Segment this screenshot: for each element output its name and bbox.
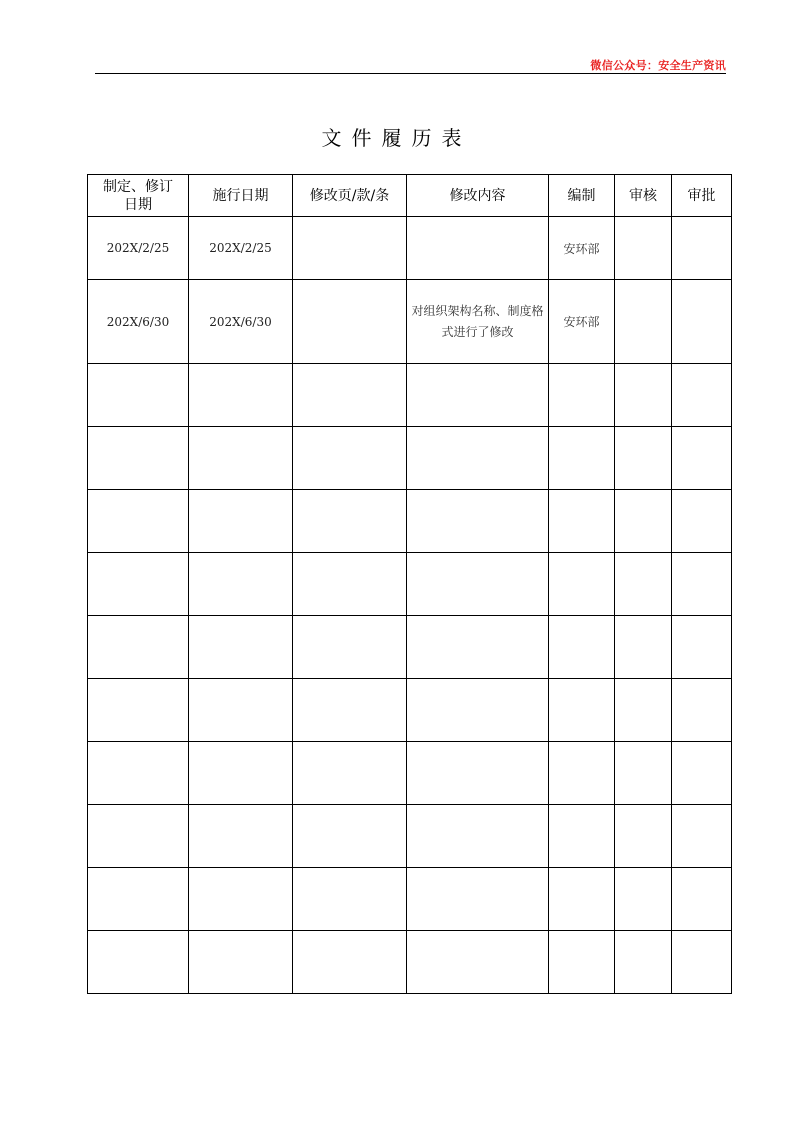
table-row xyxy=(88,931,732,994)
revision-date-cell xyxy=(88,490,189,553)
review-cell xyxy=(615,490,672,553)
revision-date-cell xyxy=(88,805,189,868)
effective-date-cell xyxy=(189,616,293,679)
approve-cell xyxy=(672,679,732,742)
section-cell xyxy=(293,616,407,679)
review-cell xyxy=(615,217,672,280)
content-cell xyxy=(407,931,549,994)
content-cell: 对组织架构名称、制度格式进行了修改 xyxy=(407,280,549,364)
revision-date-cell: 202X/2/25 xyxy=(88,217,189,280)
column-header-revision-date xyxy=(88,175,189,217)
author-cell xyxy=(549,868,615,931)
author-cell xyxy=(549,805,615,868)
effective-date-cell: 202X/6/30 xyxy=(189,280,293,364)
approve-cell xyxy=(672,427,732,490)
revision-date-cell xyxy=(88,364,189,427)
revision-date-cell xyxy=(88,742,189,805)
section-cell xyxy=(293,679,407,742)
revision-date-cell xyxy=(88,679,189,742)
effective-date-cell xyxy=(189,364,293,427)
content-cell xyxy=(407,868,549,931)
review-cell xyxy=(615,427,672,490)
document-title: 文件履历表 xyxy=(321,126,472,150)
revision-date-cell xyxy=(88,616,189,679)
review-cell xyxy=(615,364,672,427)
section-cell xyxy=(293,490,407,553)
column-header-content: 修改内容 xyxy=(407,175,549,217)
effective-date-cell: 202X/2/25 xyxy=(189,217,293,280)
review-cell xyxy=(615,931,672,994)
approve-cell xyxy=(672,490,732,553)
table-row xyxy=(88,364,732,427)
author-cell xyxy=(549,931,615,994)
table-row xyxy=(88,490,732,553)
section-cell xyxy=(293,931,407,994)
effective-date-cell xyxy=(189,553,293,616)
approve-cell xyxy=(672,805,732,868)
content-cell xyxy=(407,742,549,805)
section-cell xyxy=(293,364,407,427)
review-cell xyxy=(615,553,672,616)
approve-cell xyxy=(672,616,732,679)
review-cell xyxy=(615,868,672,931)
author-cell xyxy=(549,427,615,490)
section-cell xyxy=(293,742,407,805)
table-row xyxy=(88,868,732,931)
revision-date-cell xyxy=(88,868,189,931)
revision-date-cell xyxy=(88,553,189,616)
table-row xyxy=(88,217,732,280)
author-cell xyxy=(549,553,615,616)
table-row xyxy=(88,280,732,364)
author-cell xyxy=(549,616,615,679)
approve-cell xyxy=(672,217,732,280)
section-cell xyxy=(293,217,407,280)
header-line-2: 日期 xyxy=(124,196,152,213)
revision-date-cell: 202X/6/30 xyxy=(88,280,189,364)
review-cell xyxy=(615,616,672,679)
content-cell xyxy=(407,217,549,280)
content-cell xyxy=(407,805,549,868)
section-cell xyxy=(293,427,407,490)
effective-date-cell xyxy=(189,742,293,805)
table-row xyxy=(88,553,732,616)
table-row xyxy=(88,616,732,679)
column-header-approve: 审批 xyxy=(672,175,732,217)
header-watermark: 微信公众号：安全生产资讯 xyxy=(590,59,726,72)
review-cell xyxy=(615,742,672,805)
column-header-effective-date: 施行日期 xyxy=(189,175,293,217)
author-cell xyxy=(549,490,615,553)
effective-date-cell xyxy=(189,679,293,742)
effective-date-cell xyxy=(189,805,293,868)
approve-cell xyxy=(672,280,732,364)
effective-date-cell xyxy=(189,868,293,931)
content-cell xyxy=(407,490,549,553)
effective-date-cell xyxy=(189,427,293,490)
content-cell xyxy=(407,553,549,616)
approve-cell xyxy=(672,364,732,427)
content-cell xyxy=(407,364,549,427)
author-cell xyxy=(549,679,615,742)
content-cell xyxy=(407,427,549,490)
revision-date-cell xyxy=(88,427,189,490)
approve-cell xyxy=(672,553,732,616)
column-header-section: 修改页/款/条 xyxy=(293,175,407,217)
table-row xyxy=(88,805,732,868)
author-cell: 安环部 xyxy=(549,217,615,280)
review-cell xyxy=(615,280,672,364)
section-cell xyxy=(293,280,407,364)
approve-cell xyxy=(672,931,732,994)
author-cell xyxy=(549,364,615,427)
author-cell xyxy=(549,742,615,805)
header-line-1: 制定、修订 xyxy=(103,178,173,195)
author-cell: 安环部 xyxy=(549,280,615,364)
content-cell xyxy=(407,616,549,679)
review-cell xyxy=(615,679,672,742)
column-header-author: 编制 xyxy=(549,175,615,217)
table-row xyxy=(88,742,732,805)
table-row xyxy=(88,679,732,742)
section-cell xyxy=(293,868,407,931)
column-header-review: 审核 xyxy=(615,175,672,217)
table-row xyxy=(88,427,732,490)
approve-cell xyxy=(672,868,732,931)
review-cell xyxy=(615,805,672,868)
header-divider xyxy=(95,73,726,74)
effective-date-cell xyxy=(189,490,293,553)
revision-date-cell xyxy=(88,931,189,994)
section-cell xyxy=(293,553,407,616)
section-cell xyxy=(293,805,407,868)
table-header-row xyxy=(88,175,732,217)
revision-history-table xyxy=(87,174,732,994)
content-cell xyxy=(407,679,549,742)
approve-cell xyxy=(672,742,732,805)
effective-date-cell xyxy=(189,931,293,994)
